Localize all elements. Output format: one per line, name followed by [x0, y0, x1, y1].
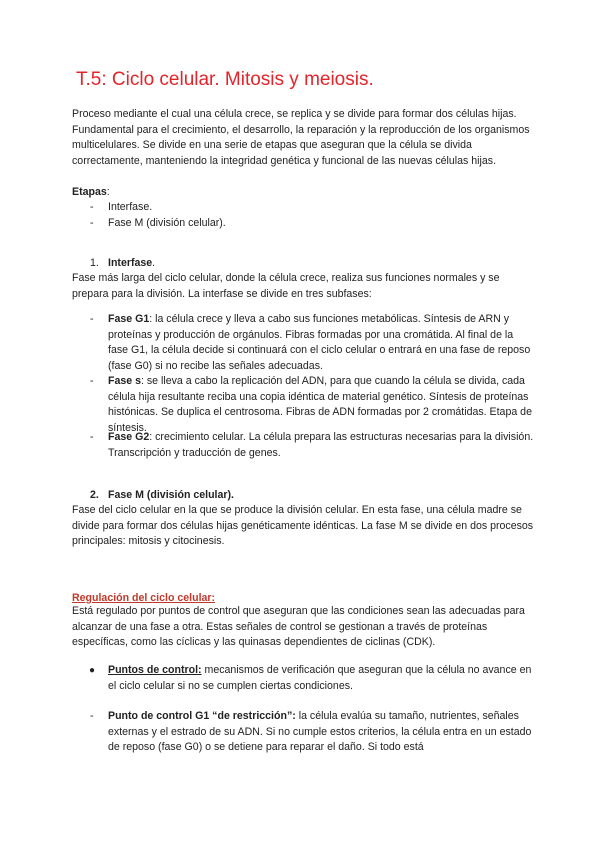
puntos-text: mecanismos de verificación que aseguran que la célula no avance en el ciclo celular si no se cumplen ciertas condiciones. — [108, 664, 532, 692]
fase-m-paragraph: Fase del ciclo celular en la que se produce la división celular. En esta fase, una célula madre se divide para formar dos células hijas genéticamente idénticas. La fase M se divide en dos procesos principales: mitosis y citocinesis. — [72, 504, 534, 548]
puntos-de-control — [108, 663, 534, 694]
section-number: 2. — [90, 489, 99, 501]
page-title: T.5: Ciclo celular. Mitosis y meiosis. — [76, 69, 374, 90]
subfase-g1 — [108, 312, 534, 374]
dash-bullet: - — [90, 375, 94, 387]
section-number: 1. — [90, 257, 99, 269]
subfase-label: Fase G2 — [108, 431, 150, 443]
etapas-item: Fase M (división celular). — [108, 217, 226, 229]
subfase-label: Fase G1 — [108, 313, 150, 325]
punto-control-g1 — [108, 709, 534, 756]
etapas-label: Etapas — [72, 186, 107, 198]
intro-paragraph: Proceso mediante el cual una célula crece, se replica y se divide para formar dos células hijas. Fundamental para el crecimiento, el desarrollo, la reparación y la reproducción de los organismos multicelulares. Se divide en una serie de etapas que aseguran que la célula se divida correctamente, manteniendo la integridad genética y funcional de las nuevas células hijas. — [72, 108, 530, 167]
etapas-item: Interfase. — [108, 201, 153, 213]
subfase-g2 — [108, 430, 534, 461]
subfase-s — [108, 374, 534, 436]
fase-m-heading: Fase M (división celular). — [108, 489, 234, 501]
dash-bullet: - — [90, 431, 94, 443]
dash-bullet: - — [90, 217, 94, 229]
interfase-heading — [108, 256, 155, 272]
g1-label: Punto de control G1 “de restricción”: — [108, 710, 296, 722]
regulacion-heading: Regulación del ciclo celular: — [72, 592, 216, 604]
subfase-text: : la célula crece y lleva a cabo sus funciones metabólicas. Síntesis de ARN y proteínas y producción de orgánulos. Fibras formadas por una cromátida. Al final de la fase G1, la célula decide si continuará con el ciclo celular o entrará en una fase de reposo (fase G0) si no recibe las señales adecuadas. — [108, 313, 531, 372]
etapas-heading — [72, 185, 534, 201]
bullet-dot: ● — [89, 665, 96, 676]
puntos-label: Puntos de control: — [108, 664, 202, 676]
subfase-text: : crecimiento celular. La célula prepara las estructuras necesarias para la división. Transcripción y traducción de genes. — [108, 431, 534, 459]
subfase-text: : se lleva a cabo la replicación del ADN, para que cuando la célula se divida, cada célula hija resultante reciba una copia idéntica de material genético. Síntesis de proteínas histónicas. Se duplica el centrosoma. Fibras de ADN formadas por 2 cromátidas. Etapa de síntesis. — [108, 375, 532, 434]
interfase-heading-suffix: . — [152, 257, 156, 269]
etapas-colon: : — [106, 186, 110, 198]
dash-bullet: - — [90, 710, 94, 722]
subfase-label: Fase s — [108, 375, 141, 387]
regulacion-paragraph: Está regulado por puntos de control que aseguran que las condiciones sean las adecuadas para alcanzar de una fase a otra. Estas señales de control se gestionan a través de proteínas específicas, como las cíclicas y las quinasas dependientes de ciclinas (CDK). — [72, 605, 525, 649]
g1-text: la célula evalúa su tamaño, nutrientes, señales externas y el estrado de su ADN. Si no cumple estos criterios, la célula entra en un estado de reposo (fase G0) o se detiene para reparar el daño. Si todo está — [108, 710, 532, 754]
dash-bullet: - — [90, 313, 94, 325]
interfase-heading-label: Interfase — [108, 257, 153, 269]
dash-bullet: - — [90, 201, 94, 213]
interfase-paragraph: Fase más larga del ciclo celular, donde la célula crece, realiza sus funciones normales y se prepara para la división. La interfase se divide en tres subfases: — [72, 272, 500, 300]
